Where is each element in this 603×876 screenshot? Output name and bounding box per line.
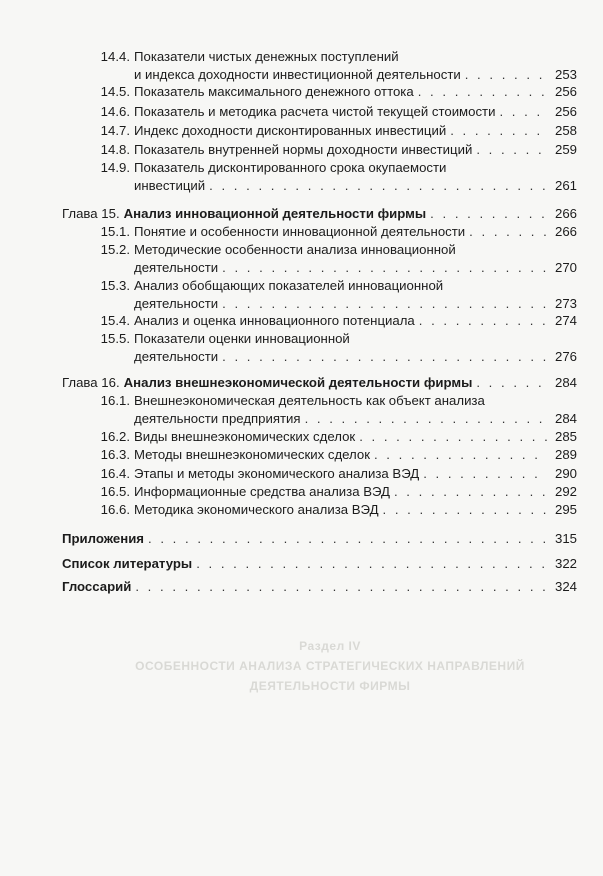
bleed-through-text <box>80 600 580 696</box>
toc-chapter-16 <box>62 374 577 392</box>
section-title: Методы внешнеэкономических сделок <box>134 447 370 462</box>
page-number: 259 <box>554 142 577 157</box>
page-number: 256 <box>554 84 577 99</box>
page-number: 290 <box>554 466 577 481</box>
leader-dots <box>423 465 547 483</box>
toc-entry-16-3 <box>62 446 577 464</box>
toc-entry-14-5 <box>62 83 577 101</box>
leader-dots <box>383 501 547 519</box>
section-title: Виды внешнеэкономических сделок <box>134 429 356 444</box>
leader-dots <box>430 205 547 223</box>
page-number: 261 <box>554 177 577 193</box>
leader-dots <box>499 103 547 121</box>
section-number: 14.4. <box>100 49 130 64</box>
section-number: 16.5. <box>100 484 130 499</box>
page-number: 266 <box>554 224 577 239</box>
section-title: деятельности <box>134 295 219 311</box>
section-number: 14.9. <box>100 160 130 175</box>
section-title: Анализ обобщающих показателей инновационной <box>134 278 444 293</box>
leader-dots <box>359 428 547 446</box>
toc-entry-14-7 <box>62 122 577 140</box>
chapter-title: Анализ внешнеэкономической деятельности фирмы <box>123 375 473 390</box>
toc-entry-16-6 <box>62 501 577 519</box>
section-title: деятельности предприятия <box>134 410 301 426</box>
page-number: 253 <box>554 66 577 82</box>
section-title: деятельности <box>134 348 219 364</box>
section-title: Показатели оценки инновационной <box>134 331 350 346</box>
section-number: 14.5. <box>100 84 130 99</box>
leader-dots <box>419 312 547 330</box>
toc-entry-16-2 <box>62 428 577 446</box>
section-number: 16.2. <box>100 429 130 444</box>
section-title: Этапы и методы экономического анализа ВЭД <box>134 466 420 481</box>
section-title: Информационные средства анализа ВЭД <box>134 484 390 499</box>
toc-glossary <box>62 578 577 596</box>
leader-dots <box>469 223 547 241</box>
page-number: 322 <box>554 556 577 571</box>
section-number: 15.2. <box>100 242 130 257</box>
section-number: 14.7. <box>100 123 130 138</box>
leader-dots <box>305 410 547 428</box>
section-number: 15.4. <box>100 313 130 328</box>
leader-dots <box>135 578 547 596</box>
page-number: 276 <box>554 348 577 364</box>
toc-chapter-15 <box>62 205 577 223</box>
page-number: 315 <box>554 531 577 546</box>
toc-entry-14-4 <box>62 48 577 83</box>
section-title: Показатели чистых денежных поступлений <box>134 49 399 64</box>
toc-top-title: Приложения <box>62 531 145 546</box>
toc-entry-15-4 <box>62 312 577 330</box>
toc-appendices <box>62 530 577 548</box>
section-number: 16.3. <box>100 447 130 462</box>
leader-dots <box>222 295 547 313</box>
toc-entry-14-9 <box>62 159 577 194</box>
toc-top-title: Список литературы <box>62 556 193 571</box>
section-title: Анализ и оценка инновационного потенциала <box>134 313 415 328</box>
bleed-title-line-2: ДЕЯТЕЛЬНОСТИ ФИРМЫ <box>249 679 411 693</box>
leader-dots <box>374 446 547 464</box>
leader-dots <box>476 141 547 159</box>
chapter-label: Глава 15. <box>62 206 120 221</box>
toc-entry-15-3 <box>62 277 577 312</box>
page-number: 273 <box>554 295 577 311</box>
leader-dots <box>196 555 547 573</box>
page-number: 324 <box>554 579 577 594</box>
section-number: 15.5. <box>100 331 130 346</box>
section-title: и индекса доходности инвестиционной деятельности <box>134 66 461 82</box>
section-title: Понятие и особенности инновационной деятельности <box>134 224 466 239</box>
section-title: Показатель максимального денежного оттока <box>134 84 414 99</box>
chapter-title: Анализ инновационной деятельности фирмы <box>123 206 427 221</box>
section-title: Показатель и методика расчета чистой текущей стоимости <box>134 104 496 119</box>
toc-entry-15-2 <box>62 241 577 276</box>
chapter-label: Глава 16. <box>62 375 120 390</box>
leader-dots <box>450 122 547 140</box>
page-number: 284 <box>554 375 577 390</box>
toc-entry-16-4 <box>62 465 577 483</box>
bleed-title-line-1: ОСОБЕННОСТИ АНАЛИЗА СТРАТЕГИЧЕСКИХ НАПРАВЛЕНИЙ <box>135 659 525 673</box>
section-title: Методические особенности анализа инновационной <box>134 242 456 257</box>
leader-dots <box>476 374 547 392</box>
toc-entry-16-5 <box>62 483 577 501</box>
section-title: деятельности <box>134 259 219 275</box>
section-number: 15.3. <box>100 278 130 293</box>
bleed-part-label: Раздел IV <box>299 639 361 653</box>
leader-dots <box>209 177 547 195</box>
page-number: 289 <box>554 447 577 462</box>
leader-dots <box>148 530 547 548</box>
leader-dots <box>465 66 547 84</box>
section-number: 16.1. <box>100 393 130 408</box>
section-title: Внешнеэкономическая деятельность как объект анализа <box>134 393 485 408</box>
page-number: 292 <box>554 484 577 499</box>
page-number: 266 <box>554 206 577 221</box>
leader-dots <box>222 259 547 277</box>
section-title: инвестиций <box>134 177 206 193</box>
toc-bibliography <box>62 555 577 573</box>
section-number: 16.4. <box>100 466 130 481</box>
toc-entry-16-1 <box>62 392 577 427</box>
page-number: 270 <box>554 259 577 275</box>
toc-entry-15-5 <box>62 330 577 365</box>
section-title: Показатель внутренней нормы доходности инвестиций <box>134 142 473 157</box>
section-number: 15.1. <box>100 224 130 239</box>
section-title: Методика экономического анализа ВЭД <box>134 502 379 517</box>
section-number: 14.6. <box>100 104 130 119</box>
section-title: Индекс доходности дисконтированных инвестиций <box>134 123 447 138</box>
page-number: 295 <box>554 502 577 517</box>
section-title: Показатель дисконтированного срока окупаемости <box>134 160 447 175</box>
toc-top-title: Глоссарий <box>62 579 132 594</box>
leader-dots <box>222 348 547 366</box>
leader-dots <box>394 483 547 501</box>
leader-dots <box>418 83 547 101</box>
page-number: 274 <box>554 313 577 328</box>
toc-entry-15-1 <box>62 223 577 241</box>
toc-entry-14-8 <box>62 141 577 159</box>
toc-entry-14-6 <box>62 103 577 121</box>
page-number: 258 <box>554 123 577 138</box>
page-number: 256 <box>554 104 577 119</box>
section-number: 16.6. <box>100 502 130 517</box>
section-number: 14.8. <box>100 142 130 157</box>
page-number: 285 <box>554 429 577 444</box>
page-number: 284 <box>554 410 577 426</box>
